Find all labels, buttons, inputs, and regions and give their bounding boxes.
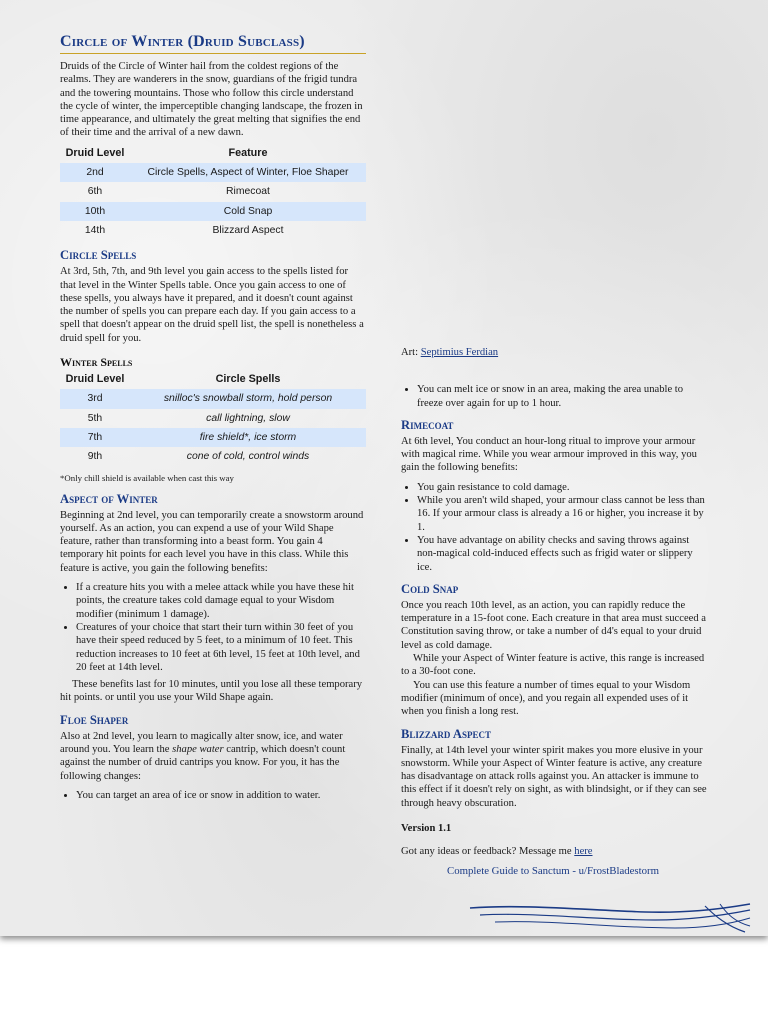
art-credit-label: Art: — [401, 347, 421, 358]
table-cell: Cold Snap — [130, 202, 366, 221]
table-cell: Blizzard Aspect — [212, 224, 284, 236]
intro-paragraph: Druids of the Circle of Winter hail from the coldest regions of the realms. They are wanderers in the snow, guardians of the frigid tundra and the towering mountains. Those who follow this circle understand the cycle of winter, the imperceptible changing landscape, the frozen in time appearance, and ultimately the great melting that signifies the end of their time and the arrival of a new dawn. — [60, 61, 363, 139]
table-cell: 9th — [87, 451, 103, 463]
table-row — [60, 202, 366, 221]
list-item: • You can melt ice or snow in an area, making the area unable to freeze over again for up to 1 hour. — [417, 383, 707, 410]
list-item: • You gain resistance to cold damage. — [417, 481, 707, 494]
floe-shaper-text-after: cantrip, which doesn't count against the number of druid cantrips you know. For you, it has the following changes: — [60, 743, 346, 782]
feedback-line — [401, 845, 707, 858]
footer-credit: Complete Guide to Sanctum - u/FrostBladestorm — [447, 864, 660, 877]
cold-snap-p1: Once you reach 10th level, as an action, you can rapidly reduce the temperature in a 15-foot cone. Each creature in that area must succeed a Constitution saving throw, or take a number of d4's equal to your druid level as cold damage. — [401, 599, 707, 651]
list-item: • You can target an area of ice or snow in addition to water. — [76, 789, 366, 802]
table-cell: 2nd — [60, 163, 130, 182]
aspect-of-winter-text: Beginning at 2nd level, you can temporarily create a snowstorm around yourself. As an action, you can expend a use of your Wild Shape feature, rather than transforming into a beast form. You gain 4 temporary hit points for each level you have in this class. While this feature is active, you gain the following benefits: — [60, 509, 364, 574]
table-cell: snilloc's snowball storm, hold person — [130, 389, 366, 408]
version-label: Version 1.1 — [401, 823, 452, 835]
left-column — [60, 32, 366, 806]
rimecoat-heading: Rimecoat — [401, 417, 454, 432]
table-cell: 10th — [60, 202, 130, 221]
table-cell: 3rd — [60, 389, 130, 408]
floe-shaper-text — [60, 730, 366, 783]
table-row — [60, 428, 366, 447]
feature-table-header-feature: Feature — [228, 146, 268, 159]
table-cell: Rimecoat — [226, 186, 270, 198]
cold-snap-p2: While your Aspect of Winter feature is active, this range is increased to a 30-foot cone. — [401, 653, 705, 678]
blizzard-aspect-heading: Blizzard Aspect — [401, 726, 491, 741]
cold-snap-heading: Cold Snap — [401, 581, 459, 596]
table-cell: call lightning, slow — [206, 412, 290, 424]
winter-spells-footnote: *Only chill shield is available when cast this way — [60, 472, 234, 483]
list-item: • You have advantage on ability checks and saving throws against non-magical cold-induced effects such as frigid water or slippery ice. — [417, 534, 707, 574]
art-credit — [401, 346, 707, 359]
list-item: • While you aren't wild shaped, your armour class cannot be less than 16. If your armour class is already a 16 or higher, you increase it by 1. — [417, 494, 707, 534]
winter-spells-heading: Winter Spells — [60, 355, 133, 370]
table-row — [60, 163, 366, 182]
list-item: • If a creature hits you with a melee attack while you have these hit points, the creature takes cold damage equal to your Wisdom modifier (minimum 1 damage). — [76, 581, 366, 621]
table-cell: Circle Spells, Aspect of Winter, Floe Shaper — [130, 163, 366, 182]
winter-spells-header-level: Druid Level — [65, 373, 125, 386]
table-cell: 5th — [87, 412, 103, 424]
table-row — [60, 447, 366, 466]
rimecoat-list — [401, 481, 707, 574]
floe-shaper-list — [60, 789, 366, 802]
rimecoat-text: At 6th level, You conduct an hour-long ritual to improve your armour with magical rime. While you wear armour improved in this way, you gain the following benefits: — [401, 435, 697, 474]
list-item: • Creatures of your choice that start their turn within 30 feet of you have their speed reduced by 5 feet, to a minimum of 10 feet. This reduction increases to 10 feet at 6th level, 15 feet at 10th level, and 20 feet at 14th level. — [76, 621, 366, 674]
circle-spells-heading: Circle Spells — [60, 248, 137, 263]
feature-table — [60, 144, 366, 240]
art-credit-artist-link[interactable]: Septimius Ferdian — [420, 347, 499, 358]
table-cell: 14th — [84, 224, 106, 236]
shape-water-spell: shape water — [172, 743, 224, 755]
table-cell: 7th — [60, 428, 130, 447]
feedback-link[interactable]: here — [574, 846, 593, 858]
right-column — [401, 346, 707, 878]
table-cell: cone of cold, control winds — [186, 451, 310, 463]
cold-snap-p3: You can use this feature a number of times equal to your Wisdom modifier (minimum of once), and you regain all expended uses of it when you finish a long rest. — [401, 679, 691, 718]
circle-spells-text: At 3rd, 5th, 7th, and 9th level you gain access to the spells listed for that level in the Winter Spells table. Once you gain access to one of these spells, you always have it prepared, and it doesn't count against the number of spells you can prepare each day. If you gain access to a spell that doesn't appear on the druid spell list, the spell is nonetheless a druid spell for you. — [60, 266, 364, 344]
blizzard-aspect-text: Finally, at 14th level your winter spirit makes you more elusive in your snowstorm. While your Aspect of Winter feature is active, any creature has disadvantage on attack rolls against you. An attacker is immune to this effect if it doesn't rely on sight, as with blindsight, or if they can see through heavy obscuration. — [401, 744, 707, 809]
feature-table-header-level: Druid Level — [65, 146, 125, 159]
winter-spells-header-spells: Circle Spells — [215, 373, 281, 386]
floe-shaper-list-continued — [401, 383, 707, 410]
table-row — [60, 182, 366, 201]
table-cell: fire shield*, ice storm — [130, 428, 366, 447]
floe-shaper-text-before: Also at 2nd level, you learn to magically alter snow, ice, and water around you. You learn the — [60, 730, 343, 755]
aspect-of-winter-heading: Aspect of Winter — [60, 491, 158, 506]
page-title: Circle of Winter (Druid Subclass) — [60, 32, 366, 54]
table-row — [60, 221, 366, 240]
table-row — [60, 409, 366, 428]
feedback-text: Got any ideas or feedback? Message me — [401, 846, 575, 858]
aspect-of-winter-list — [60, 581, 366, 674]
decorative-swoosh — [465, 898, 755, 948]
table-cell: 6th — [87, 186, 103, 198]
floe-shaper-heading: Floe Shaper — [60, 712, 129, 727]
winter-spells-table — [60, 370, 366, 466]
aspect-of-winter-after: These benefits last for 10 minutes, until you lose all these temporary hit points. or until you use your Wild Shape again. — [60, 679, 363, 704]
table-row — [60, 389, 366, 408]
